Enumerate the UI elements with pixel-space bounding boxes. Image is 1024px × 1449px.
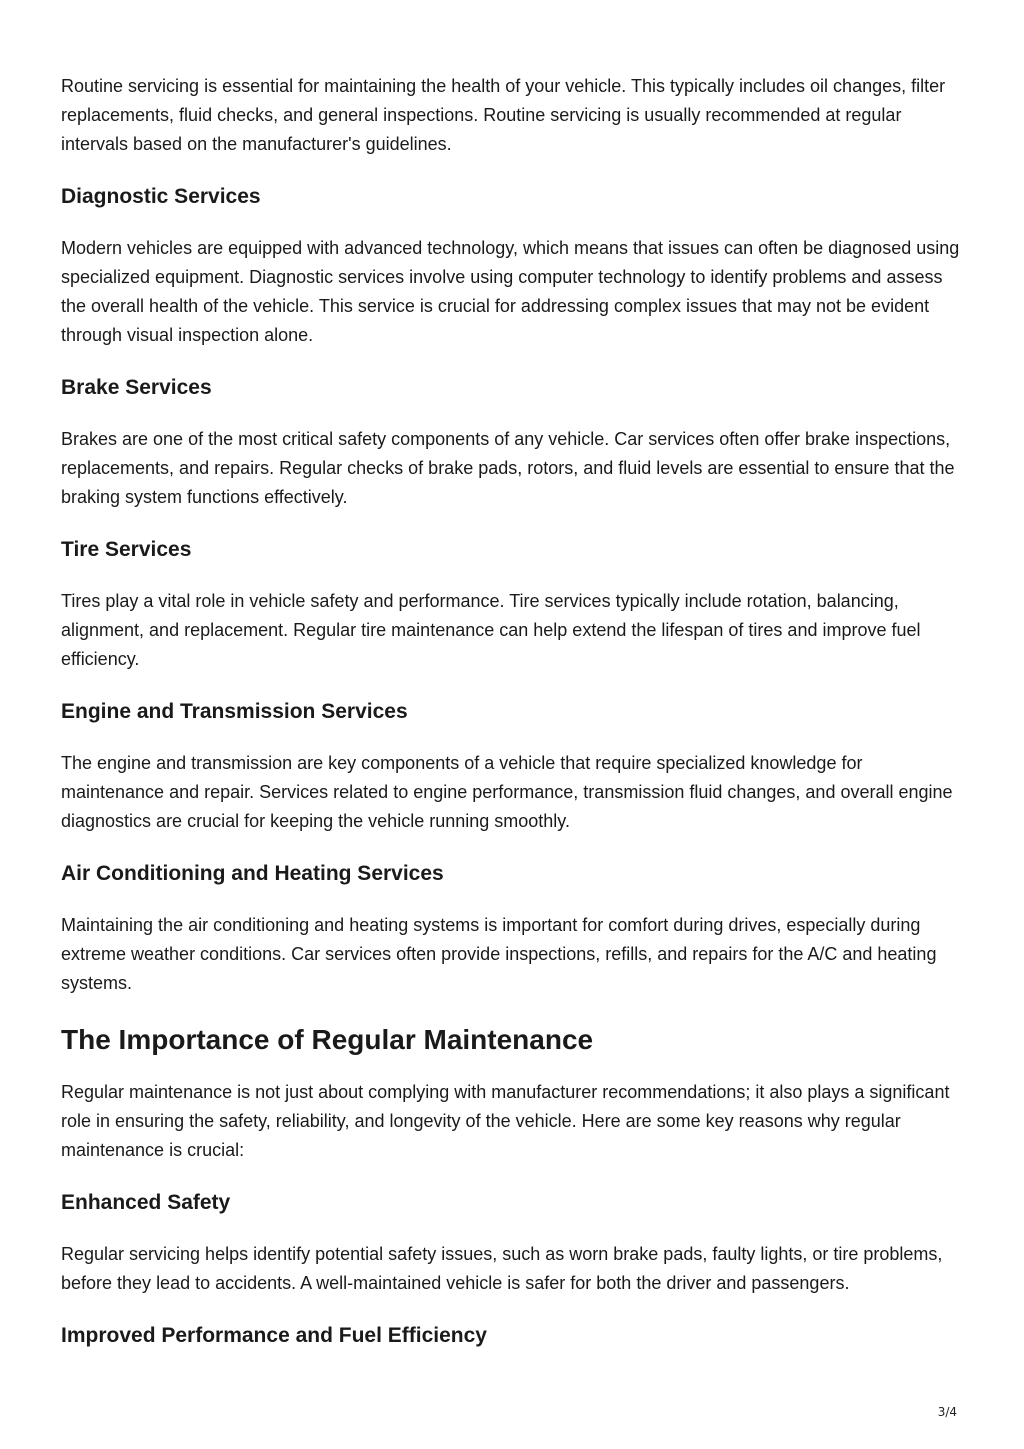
heading-engine-transmission-services: Engine and Transmission Services: [61, 700, 408, 723]
heading-improved-performance-fuel-efficiency: Improved Performance and Fuel Efficiency: [61, 1324, 487, 1347]
paragraph-enhanced-safety: Regular servicing helps identify potential safety issues, such as worn brake pads, faulty lights, or tire problems, before they lead to accidents. A well-maintained vehicle is safer for both the driver and passengers.: [61, 1244, 943, 1293]
paragraph-diagnostic-services: Modern vehicles are equipped with advanced technology, which means that issues can often be diagnosed using specialized equipment. Diagnostic services involve using computer technology to identify problems and assess the overall health of the vehicle. This service is crucial for addressing complex issues that may not be evident through visual inspection alone.: [61, 238, 960, 345]
paragraph-engine-transmission-services: The engine and transmission are key components of a vehicle that require specialized knowledge for maintenance and repair. Services related to engine performance, transmission fluid changes, and overall engine diagnostics are crucial for keeping the vehicle running smoothly.: [61, 753, 953, 831]
paragraph-air-conditioning-heating-services: Maintaining the air conditioning and heating systems is important for comfort during drives, especially during extreme weather conditions. Car services often provide inspections, refills, and repairs for the A/C and heating systems.: [61, 915, 937, 993]
paragraph-importance-regular-maintenance: Regular maintenance is not just about complying with manufacturer recommendations; it also plays a significant role in ensuring the safety, reliability, and longevity of the vehicle. Here are some key reasons why regular maintenance is crucial:: [61, 1082, 950, 1160]
page-number: 3/4: [937, 1405, 957, 1419]
paragraph-tire-services: Tires play a vital role in vehicle safety and performance. Tire services typically include rotation, balancing, alignment, and replacement. Regular tire maintenance can help extend the lifespan of tires and improve fuel efficiency.: [61, 591, 921, 669]
paragraph-brake-services: Brakes are one of the most critical safety components of any vehicle. Car services often offer brake inspections, replacements, and repairs. Regular checks of brake pads, rotors, and fluid levels are essential to ensure that the braking system functions effectively.: [61, 429, 955, 507]
intro-paragraph: Routine servicing is essential for maintaining the health of your vehicle. This typically includes oil changes, filter replacements, fluid checks, and general inspections. Routine servicing is usually recommended at regular intervals based on the manufacturer's guidelines.: [61, 76, 946, 154]
heading-air-conditioning-heating-services: Air Conditioning and Heating Services: [61, 862, 444, 885]
heading-brake-services: Brake Services: [61, 376, 212, 399]
heading-enhanced-safety: Enhanced Safety: [61, 1191, 231, 1214]
document-page: [61, 72, 966, 1373]
heading-tire-services: Tire Services: [61, 538, 192, 561]
heading-importance-regular-maintenance: The Importance of Regular Maintenance: [61, 1024, 594, 1055]
heading-diagnostic-services: Diagnostic Services: [61, 185, 261, 208]
